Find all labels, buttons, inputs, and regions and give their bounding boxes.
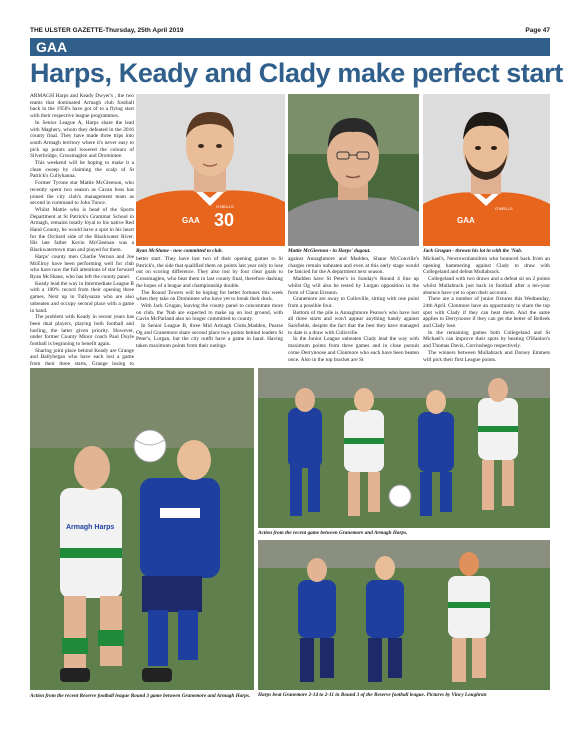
jersey-sponsor-text: Armagh Harps xyxy=(66,524,115,531)
article-paragraph: Harps' county men Charlie Vernon and Joe McElroy have been performing well for club who have now the full attentions of star forward Ryan McShane, who has left the county panel. xyxy=(30,253,134,280)
article-paragraph: ARMAGH Harps and Keady Dwyer's , the two teams that dominated Armagh club football back in the 1950's have got of to a flying start with their respective league programmes. xyxy=(30,93,134,120)
portrait-caption: Jack Grugan - thrown his lot in with the 'Nab. xyxy=(423,248,523,254)
article-paragraph: This weekend will be hoping to make it a clean sweep by claiming the scalp of St Patrick's Cullyhanna. xyxy=(30,160,134,180)
article-paragraph: In the Junior League unbeaten Clady lead the way with maximum points from three games and in close pursuit come Derrynoose and Clonmore who each have been beaten once. Also in the top bracket are St xyxy=(288,336,419,363)
article-column-3 xyxy=(288,256,419,364)
masthead-left: THE ULSTER GAZETTE-Thursday, 25th April 2019 xyxy=(30,27,184,34)
article-paragraph: Keady lead the way in Intermediate League B with a 100% record from their opening three games. Next up in Tullysaran who are also unbeaten and occupy second place with a game in hand. xyxy=(30,280,134,314)
article-paragraph: There are a number of junior fixtures this Wednesday, 24th April. Clonmore have an opportunity to share the top spot with Clady if they can beat them. And the same applies to Derrynoose if they can get the better of Belleek and Clady lose. xyxy=(423,296,550,330)
article-paragraph: Whilst Mattie who is head of the Sports Department at St Patrick's Grammar School in Armagh, remains totally loyal to his native Red Hand County, he would have a spot in his heart for the Orchard side of the Blackwater River. His late father Kevin McGleenan was a Blackwatertown man and played for them. xyxy=(30,206,134,254)
action-photo-bottom-right xyxy=(258,540,550,690)
article-paragraph: The winners between Mullabrack and Dorsey Emmets will pick their first League points. xyxy=(423,349,550,363)
page-number: Page 47 xyxy=(525,27,550,34)
portrait-ryan-mcshane xyxy=(136,94,285,246)
article-paragraph: Collegeland with two draws and a defeat sit on 2 points whilst Mullabrack just back in football after a ten-year absence have yet to open their account. xyxy=(423,276,550,296)
action-photo-top-right xyxy=(258,368,550,528)
portrait-mattie-mcgleenon xyxy=(288,94,419,246)
article-paragraph: Michael's, Newtownhamilton who bounced back from an opening hammering against Clady to draw with Collegeland and defeat Mullabrack. xyxy=(423,256,550,276)
headline: Harps, Keady and Clady make perfect start xyxy=(30,58,563,88)
article-paragraph: With Jack Grugan, leaving the county panel to concentrate more on club, the 'Nab are expected to make up on lost ground, with Gavin McParland also no longer committed to county. xyxy=(136,302,283,323)
article-column-4 xyxy=(423,256,550,364)
section-bar xyxy=(30,38,550,56)
portrait-sponsor: O'NEILLS xyxy=(216,204,234,209)
portrait-caption: Ryan McShane - now committed to club. xyxy=(136,248,223,254)
article-paragraph: The problem with Keady in recent years has been dual players, playing both football and hurling, the latter given priority. However, under former County Minor coach Paul Doyle football is beginning to benefit again. xyxy=(30,314,134,348)
article-paragraph: Former Tyrone star Mattie McGleenon, who recently spent two season as Cavan boss has joined the city club's management team as second in command to John Tunce. xyxy=(30,180,134,207)
portrait-gaa-text: GAA xyxy=(182,216,200,225)
portrait-caption: Mattie McGleenon - in Harps' dugout. xyxy=(288,248,371,254)
section-label: GAA xyxy=(36,39,68,55)
article-paragraph: In Senior League A, Harps share the lead with Maghery, whom they defeated in the 2016 county final. They have made three trips into south Armagh territory where it's never easy to pick up points and lowered the colours of Silverbridge, Crossmaglen and Dromintee. xyxy=(30,119,134,160)
portrait-gaa-text: GAA xyxy=(457,216,475,225)
portrait-jack-grugan xyxy=(423,94,550,246)
photo-caption: Action from the recent Reserve football league Round 3 game between Granemore and Armagh Harps. xyxy=(30,693,251,699)
portrait-sponsor: O'NEILLS xyxy=(495,206,513,211)
article-paragraph: In the remaining games both Collegeland and St Michael's can improve their spots by beating O'Hanlon's and Thomas Davis, Corrinshego respectively. xyxy=(423,329,550,350)
article-paragraph: against Annaghmore and Madden, Shane McConville's charges remain unbeaten and even at this early stage would be fancied for the A department next season. xyxy=(288,256,419,276)
masthead xyxy=(30,27,550,37)
article-paragraph: better start. They have lost two of their opening games to St Patrick's, the side that qualified them on points last year only to lose out on scoring difference. They also lost by four clear goals to Crossmaglen, who beat them in last county final, therefore dashing the hopes of a league and championship double. xyxy=(136,256,283,289)
article-paragraph: Madden have St Peter's in Sunday's Round 4 line up whilst Og will also be tested by Lurgan opposition in the form of Clann Eireann. xyxy=(288,276,419,296)
portrait-jersey-number: 30 xyxy=(214,210,235,230)
article-paragraph: Granemore are away to Culloville, sitting with one point from a possible four. xyxy=(288,296,419,309)
article-paragraph: Bottom of the pile is Annaghmore Pearse's who have lost all three starts and won't appear anything handy against Sarsfields, despite the fact that the best they have managed to date is a draw with Culloville. xyxy=(288,309,419,336)
photo-caption: Harps beat Granemore 2-14 to 2-11 in Round 3 of the Reserve football league. Pictures by Vincy Loughran xyxy=(258,692,487,698)
article-paragraph: In Senior League B, three Mid Armagh Clubs,Madden, Pearse Og and Granemore share second place two points behind leaders St Peter's, Lurgan, but the city outfit have a game in hand. Having taken maximum points from their outings xyxy=(136,323,283,350)
article-paragraph: Sharing joint place behind Keady are Grange and Ballyhegan who have each lost a game from their three starts, Grange losing to xyxy=(30,347,134,368)
article-column-2 xyxy=(136,256,283,364)
photo-caption: Action from the recent game between Granemore and Armagh Harps. xyxy=(258,530,408,536)
article-paragraph: The Round Towers will be hoping for better fortunes this week when they take on Dromintee who have yet to break their duck. xyxy=(136,289,283,303)
action-photo-main xyxy=(30,368,254,690)
